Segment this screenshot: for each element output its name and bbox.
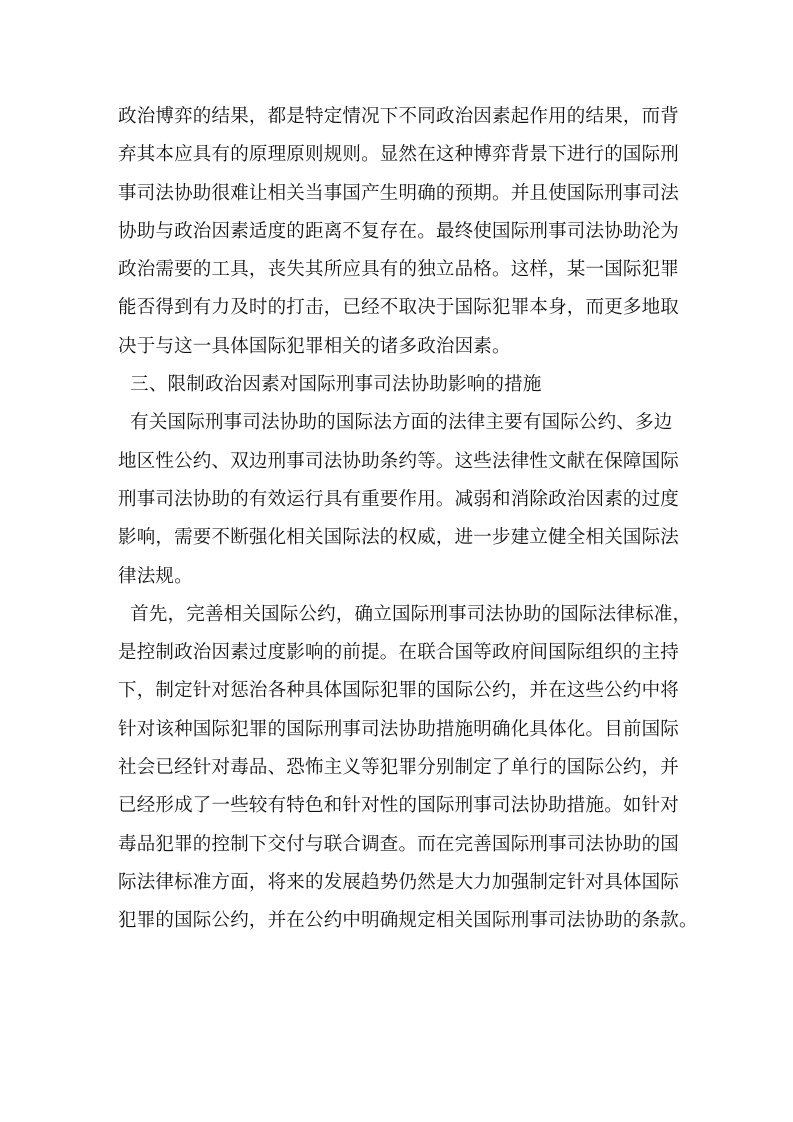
text-line: 是控制政治因素过度影响的前提。在联合国等政府间国际组织的主持 <box>118 642 680 664</box>
text-line: 政治需要的工具，丧失其所应具有的独立品格。这样，某一国际犯罪 <box>118 259 680 281</box>
text-line: 事司法协助很难让相关当事国产生明确的预期。并且使国际刑事司法 <box>118 182 680 204</box>
text-line: 影响，需要不断强化相关国际法的权威，进一步建立健全相关国际法 <box>118 527 680 549</box>
text-line: 地区性公约、双边刑事司法协助条约等。这些法律性文献在保障国际 <box>118 450 680 472</box>
text-line: 首先，完善相关国际公约，确立国际刑事司法协助的国际法律标准， <box>118 603 692 625</box>
document-body <box>118 98 698 941</box>
text-line: 犯罪的国际公约，并在公约中明确规定相关国际刑事司法协助的条款。 <box>118 910 698 932</box>
text-line: 弃其本应具有的原理原则规则。显然在这种博弈背景下进行的国际刑 <box>118 144 680 166</box>
text-line: 协助与政治因素适度的距离不复存在。最终使国际刑事司法协助沦为 <box>118 220 680 242</box>
text-line: 刑事司法协助的有效运行具有重要作用。减弱和消除政治因素的过度 <box>118 488 680 510</box>
text-line: 社会已经针对毒品、恐怖主义等犯罪分别制定了单行的国际公约，并 <box>118 757 680 779</box>
section-heading: 三、限制政治因素对国际刑事司法协助影响的措施 <box>118 374 542 396</box>
text-line: 下，制定针对惩治各种具体国际犯罪的国际公约，并在这些公约中将 <box>118 680 680 702</box>
text-line: 决于与这一具体国际犯罪相关的诸多政治因素。 <box>118 335 511 357</box>
text-line: 毒品犯罪的控制下交付与联合调查。而在完善国际刑事司法协助的国 <box>118 833 680 855</box>
text-line: 政治博弈的结果，都是特定情况下不同政治因素起作用的结果，而背 <box>118 106 680 127</box>
text-line: 能否得到有力及时的打击，已经不取决于国际犯罪本身，而更多地取 <box>118 297 680 319</box>
text-line: 有关国际刑事司法协助的国际法方面的法律主要有国际公约、多边 <box>118 412 673 434</box>
text-line: 针对该种国际犯罪的国际刑事司法协助措施明确化具体化。目前国际 <box>118 718 680 740</box>
text-line: 已经形成了一些较有特色和针对性的国际刑事司法协助措施。如针对 <box>118 795 680 817</box>
text-line: 律法规。 <box>118 565 193 587</box>
text-line: 际法律标准方面，将来的发展趋势仍然是大力加强制定针对具体国际 <box>118 871 680 893</box>
